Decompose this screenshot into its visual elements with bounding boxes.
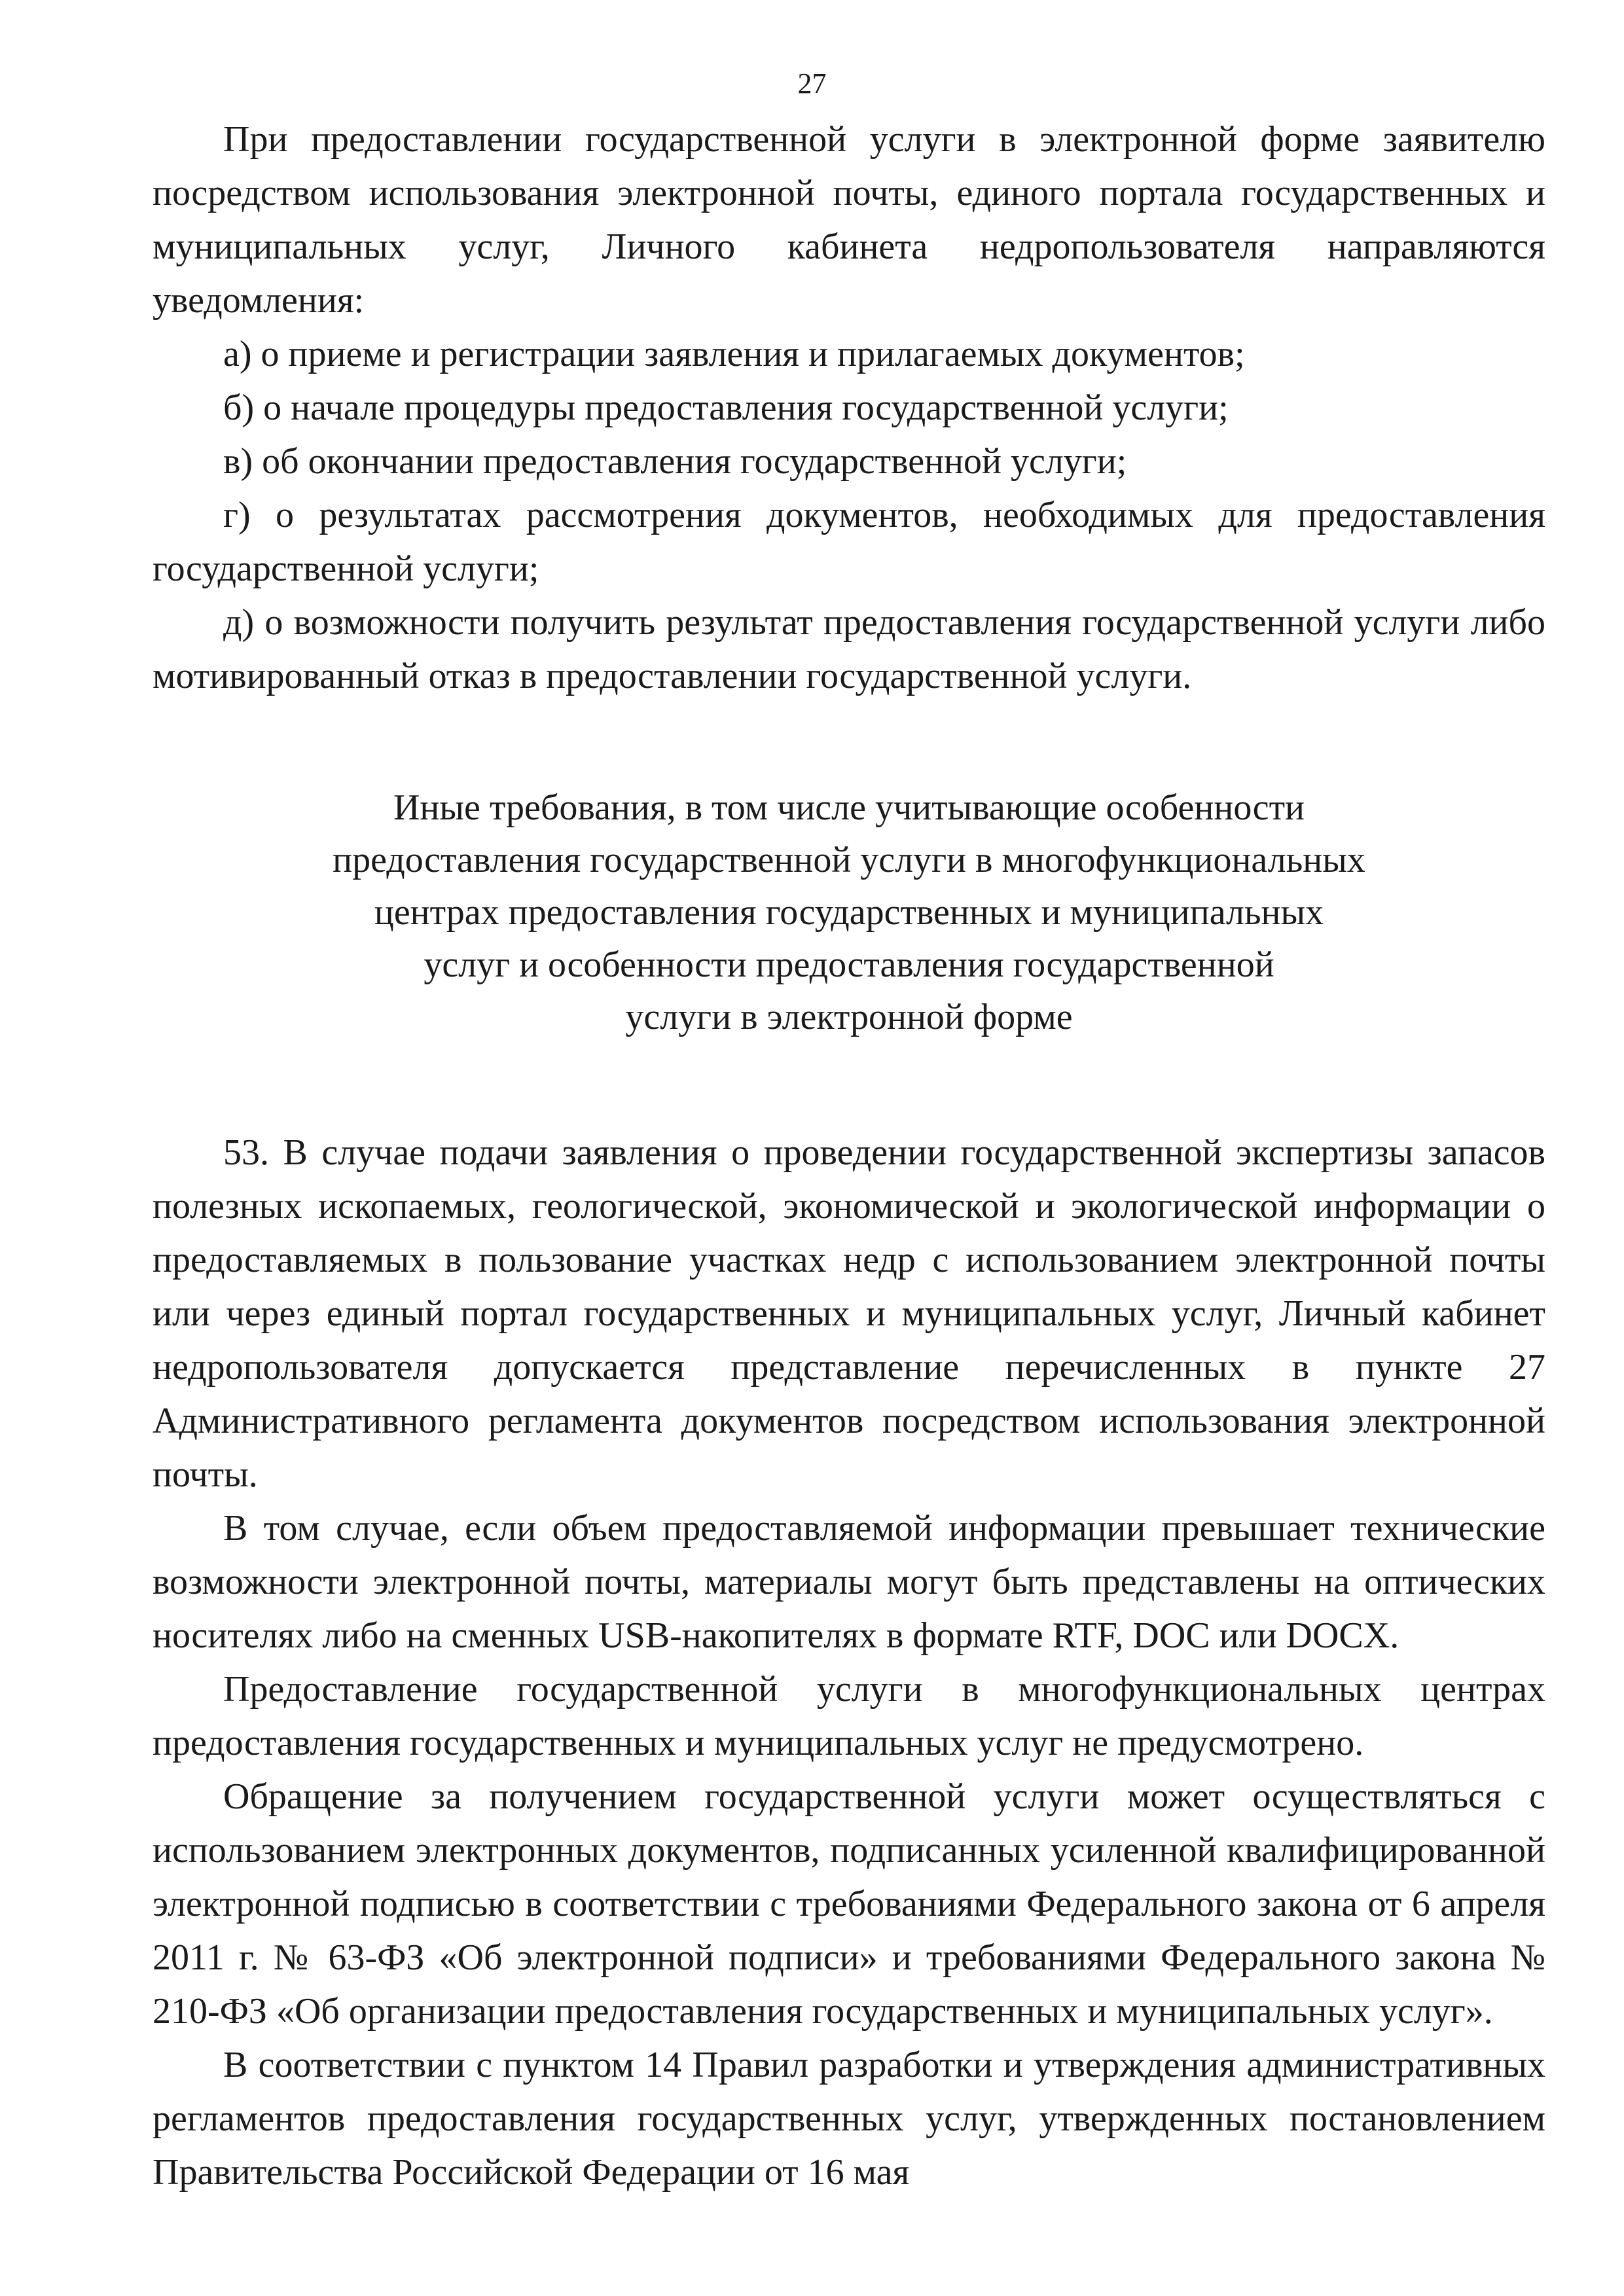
- paragraph-media-formats: В том случае, если объем предоставляемой информации превышает технические возможности электронной почты, материалы могут быть представлены на оптических носителях либо на сменных USB-накопителях в формате RTF, DOC или DOCX.: [153, 1508, 1545, 1656]
- notification-item-d: д) о возможности получить результат предоставления государственной услуги либо мотивированный отказ в предоставлении государственной услуги.: [153, 602, 1545, 696]
- section-heading-line: услуги в электронной форме: [625, 997, 1073, 1037]
- paragraph-mfc: Предоставление государственной услуги в многофункциональных центрах предоставления государственных и муниципальных услуг не предусмотрено.: [153, 1669, 1545, 1763]
- notification-item-a: а) о приеме и регистрации заявления и прилагаемых документов;: [223, 334, 1245, 374]
- notification-item-b: б) о начале процедуры предоставления государственной услуги;: [223, 387, 1229, 428]
- notification-item-v: в) об окончании предоставления государственной услуги;: [223, 441, 1127, 482]
- paragraph-53: 53. В случае подачи заявления о проведении государственной экспертизы запасов полезных ископаемых, геологической, экономической и экологической информации о предоставляемых в пользование участках недр с использованием электронной почты или через единый портал государственных и муниципальных услуг, Личный кабинет недропользователя допускается представление перечисленных в пункте 27 Административного регламента документов посредством использования электронной почты.: [153, 1132, 1545, 1495]
- paragraph-rules-reference: В соответствии с пунктом 14 Правил разработки и утверждения административных регламентов предоставления государственных услуг, утвержденных постановлением Правительства Российской Федерации от 16 мая: [153, 2045, 1545, 2193]
- page-number: 27: [797, 67, 827, 99]
- section-heading-line: Иные требования, в том числе учитывающие особенности: [393, 787, 1305, 828]
- paragraph-electronic-signature: Обращение за получением государственной услуги может осуществляться с использованием электронных документов, подписанных усиленной квалифицированной электронной подписью в соответствии с требованиями Федерального закона от 6 апреля 2011 г. № 63-ФЗ «Об электронной подписи» и требованиями Федерального закона № 210-ФЗ «Об организации предоставления государственных и муниципальных услуг».: [153, 1776, 1545, 2032]
- section-heading-line: предоставления государственной услуги в многофункциональных: [333, 840, 1365, 880]
- notification-item-g: г) о результатах рассмотрения документов, необходимых для предоставления государственной услуги;: [153, 495, 1545, 589]
- section-heading-line: центрах предоставления государственных и муниципальных: [374, 892, 1324, 933]
- intro-paragraph: При предоставлении государственной услуги в электронной форме заявителю посредством использования электронной почты, единого портала государственных и муниципальных услуг, Личного кабинета недропользователя направляются уведомления:: [153, 119, 1545, 321]
- document-body: [153, 113, 1545, 2199]
- section-heading-line: услуг и особенности предоставления государственной: [424, 944, 1274, 985]
- section-heading: [153, 781, 1545, 1043]
